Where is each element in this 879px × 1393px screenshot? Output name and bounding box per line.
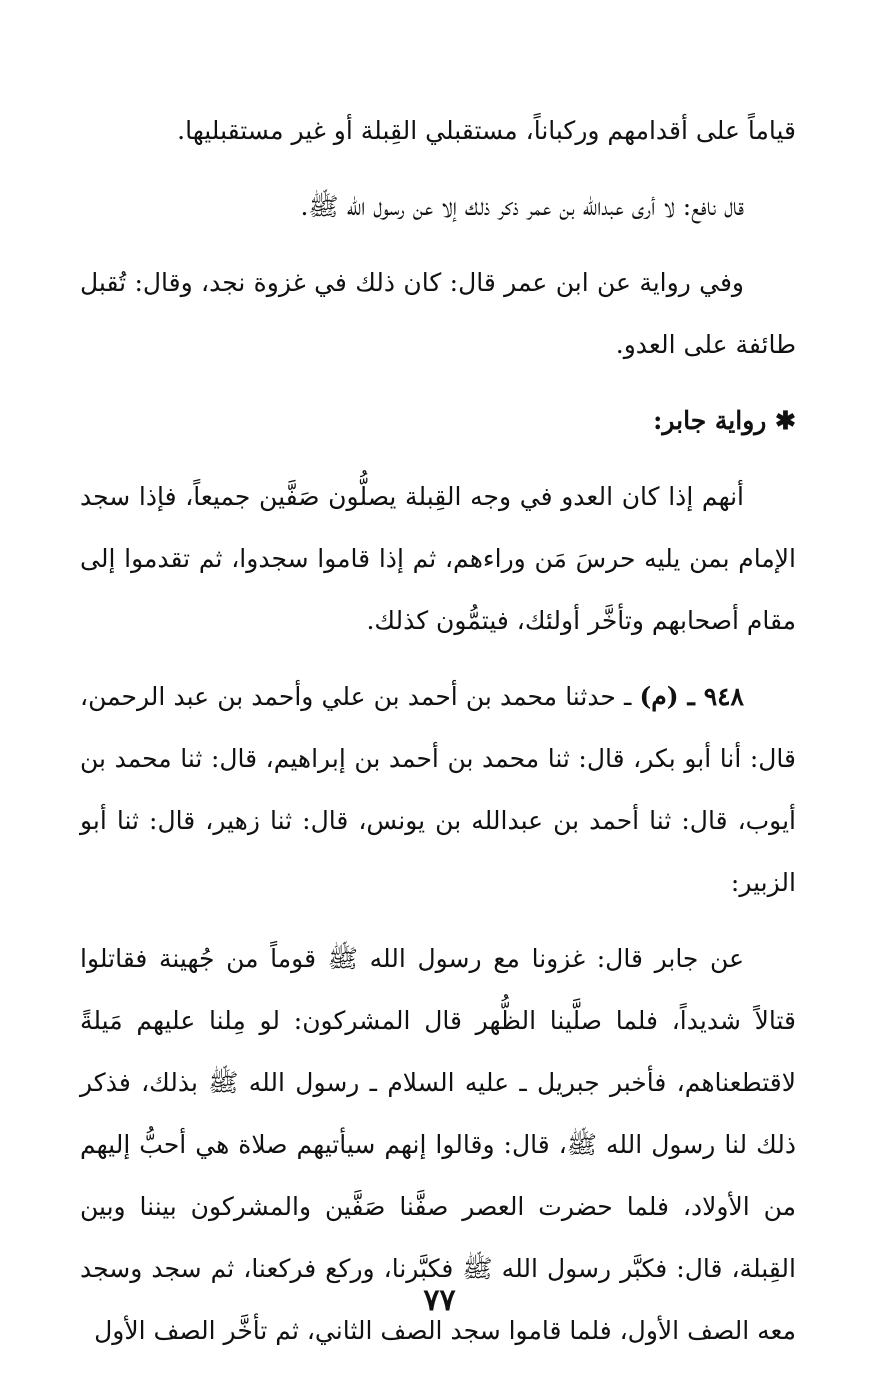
page-number: ٧٧ (423, 1283, 456, 1318)
section-heading-jabir: ✱ رواية جابر: (653, 406, 796, 435)
paragraph-hadith-isnad (80, 666, 796, 914)
hadith-isnad-text: ـ حدثنا محمد بن أحمد بن علي وأحمد بن عبد الرحمن، قال: أنا أبو بكر، قال: ثنا محمد بن أحمد بن إبراهيم، قال: ثنا محمد بن أيوب، قال: ثنا أحمد بن عبدالله بن يونس، قال: ثنا زهير، قال: ثنا أبو الزبير: (80, 682, 796, 897)
paragraph-continuation: قياماً على أقدامهم وركباناً، مستقبلي القِبلة أو غير مستقبليها. (177, 116, 796, 145)
paragraph-nafi-statement: قال نافع: لا أرى عبدالله بن عمر ذكر ذلك إلا عن رسول الله ﷺ. (300, 192, 744, 221)
page-body (80, 100, 796, 1376)
paragraph-hadith-matn: عن جابر قال: غزونا مع رسول الله ﷺ قوماً من جُهينة فقاتلوا قتالاً شديداً، فلما صلَّينا الظُّهر قال المشركون: لو مِلنا عليهم مَيلةً لاقتطعناهم، فأخبر جبريل ـ عليه السلام ـ رسول الله ﷺ بذلك، فذكر ذلك لنا رسول الله ﷺ، قال: وقالوا إنهم سيأتيهم صلاة هي أحبُّ إليهم من الأولاد، فلما حضرت العصر صفَّنا صَفَّين والمشركون بيننا وبين القِبلة، قال: فكبَّر رسول الله ﷺ فكبَّرنا، وركع فركعنا، ثم سجد وسجد معه الصف الأول، فلما قاموا سجد الصف الثاني، ثم تأخَّر الصف الأول (80, 944, 796, 1345)
paragraph-jabir-summary: أنهم إذا كان العدو في وجه القِبلة يصلُّون صَفَّين جميعاً، فإذا سجد الإمام بمن يليه حرسَ مَن وراءهم، ثم إذا قاموا سجدوا، ثم تقدموا إلى مقام أصحابهم وتأخَّر أولئك، فيتمُّون كذلك. (80, 482, 796, 635)
paragraph-ibn-umar-narration: وفي رواية عن ابن عمر قال: كان ذلك في غزوة نجد، وقال: تُقبل طائفة على العدو. (80, 268, 796, 359)
hadith-number: ٩٤٨ ـ (م) (639, 682, 744, 711)
